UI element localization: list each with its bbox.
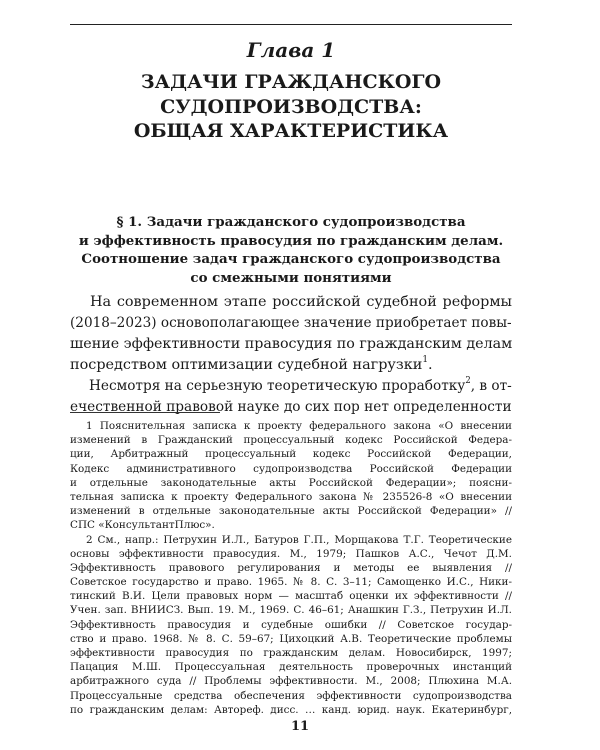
- footnote-line: Кодекс административного судопроизводства Российской Федерации: [70, 462, 512, 475]
- section-heading-line: Соотношение задач гражданского судопроизводства: [81, 251, 501, 267]
- footnote-line: СПС «КонсультантПлюс».: [70, 519, 215, 532]
- footnote-line: ство и право. 1968. № 8. С. 59–67; Цихоцкий А.В. Теоретические проблемы: [70, 632, 512, 645]
- section-heading-line: § 1. Задачи гражданского судопроизводства: [116, 214, 466, 230]
- body-line-tail: , в от-: [470, 378, 512, 394]
- footnote-line: тельная записка к проекту Федерального закона № 235526-8 «О внесении: [70, 490, 512, 503]
- footnote-line: арбитражного суда // Проблемы эффективности. М., 2008; Плюхина М.А.: [70, 675, 512, 688]
- footnote-line: изменений в Гражданский процессуальный кодекс Российской Федера-: [70, 434, 512, 447]
- footnote-line: и отдельные законодательные акты Российской Федерации»; поясни-: [70, 476, 512, 489]
- footnote-ref-1: 1: [422, 354, 428, 365]
- footnotes: [70, 419, 512, 717]
- footnote-line: изменений в отдельные законодательные акты Российской Федерации» //: [70, 505, 512, 518]
- section-heading: [70, 213, 512, 287]
- footnote-line: ции, Арбитражный процессуальный кодекс Российской Федерации,: [70, 448, 512, 461]
- chapter-title-line: ОБЩАЯ ХАРАКТЕРИСТИКА: [133, 120, 449, 142]
- footnote-line: Эффективность правового регулирования и методы ее выявления //: [70, 561, 512, 574]
- footnote-separator: [70, 412, 220, 413]
- chapter-title-line: СУДОПРОИЗВОДСТВА:: [160, 95, 422, 118]
- footnote-line: Учен. зап. ВНИИСЗ. Вып. 19. М., 1969. С. 46–61; Анашкин Г.З., Петрухин И.Л.: [70, 604, 512, 617]
- footnote-line: по гражданским делам: Автореф. дисс. … канд. юрид. наук. Екатеринбург,: [70, 703, 512, 716]
- body-text: [70, 292, 512, 418]
- footnote-line: 2 См., напр.: Петрухин И.Л., Батуров Г.П., Морщакова Т.Г. Теоретические: [86, 533, 512, 546]
- footnote-line: Процессуальные средства обеспечения эффективности судопроизводства: [70, 689, 512, 702]
- footnote-line: 1 Пояснительная записка к проекту федерального закона «О внесении: [86, 420, 512, 432]
- body-line: На современном этапе российской судебной реформы: [90, 294, 512, 310]
- section-heading-line: и эффективность правосудия по гражданским делам.: [78, 232, 504, 249]
- body-line-text: посредством оптимизации судебной нагрузки: [70, 357, 423, 373]
- body-line-text: Несмотря на серьезную теоретическую проработку: [88, 378, 466, 394]
- body-line: (2018–2023) основополагающее значение приобретает повы-: [70, 315, 512, 331]
- body-line: шение эффективности правосудия по гражданским делам: [70, 336, 513, 352]
- body-line: посредством оптимизации судебной нагрузки$^1$.: [70, 354, 433, 373]
- page-number: 11: [290, 719, 310, 734]
- chapter-title: [70, 70, 512, 144]
- footnote-line: Эффективность правосудия и судебные ошибки // Советское государ-: [70, 618, 512, 631]
- top-rule: [70, 24, 512, 25]
- footnote-line: основы эффективности правосудия. М., 1979; Пашков А.С., Чечот Д.М.: [70, 547, 512, 560]
- section-heading-line: со смежными понятиями: [190, 269, 392, 286]
- body-line: ечественной правовой науке до сих пор нет определенности: [70, 399, 512, 415]
- footnote-line: тинский В.И. Цели правовых норм — масштаб оценки их эффективности //: [70, 590, 512, 603]
- body-line: [70, 375, 512, 397]
- chapter-title-line: ЗАДАЧИ ГРАЖДАНСКОГО: [140, 71, 442, 93]
- footnote-line: эффективности правосудия по гражданским делам. Новосибирск, 1997;: [70, 647, 512, 659]
- chapter-label: Глава 1: [246, 38, 336, 62]
- footnote-line: Пацация М.Ш. Процессуальная деятельность проверочных инстанций: [70, 661, 512, 674]
- footnote-line: Советское государство и право. 1965. № 8. С. 3–11; Самощенко И.С., Ники-: [70, 576, 512, 589]
- footnote-ref-2: 2: [465, 375, 471, 386]
